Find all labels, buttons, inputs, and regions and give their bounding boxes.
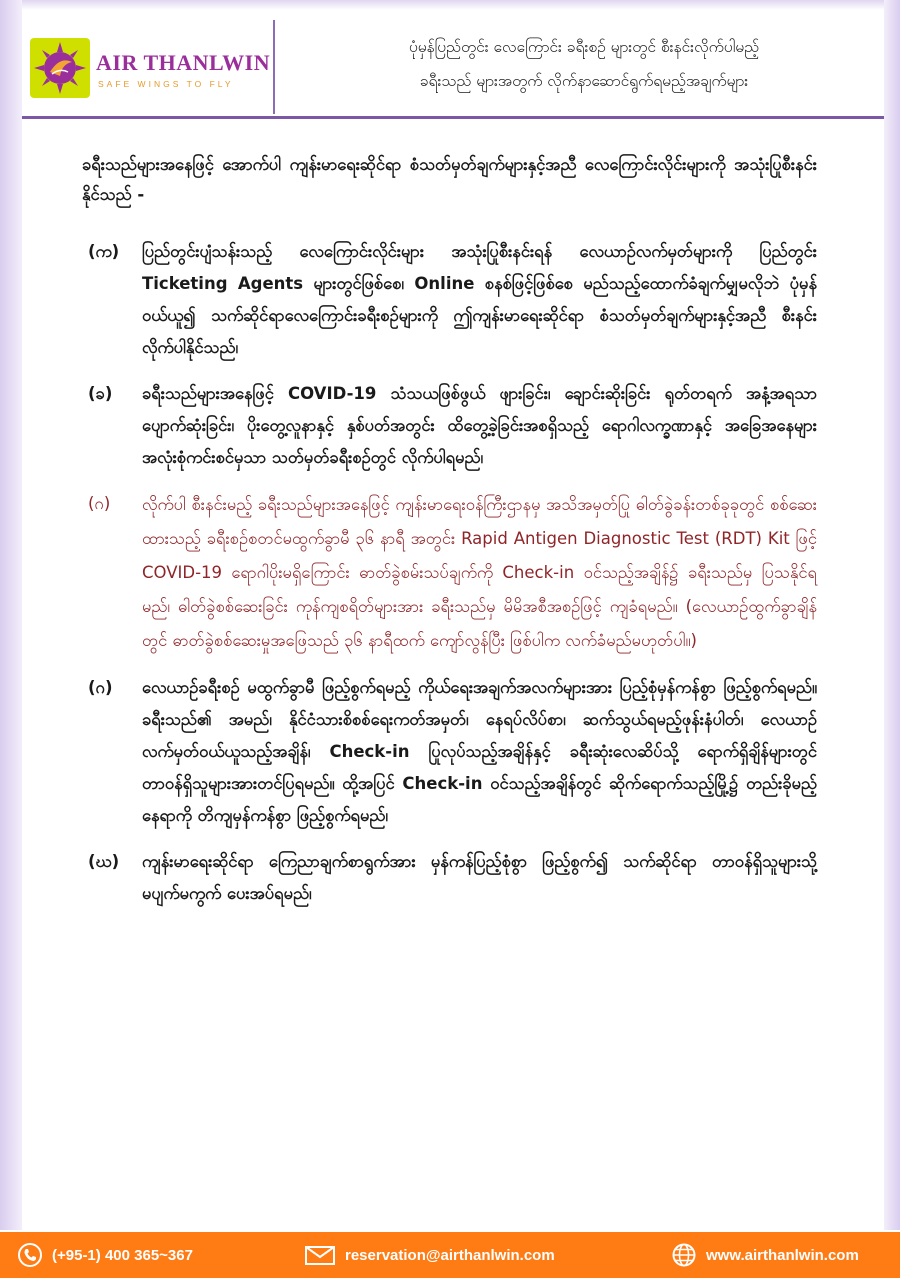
- footer-email[interactable]: [305, 1243, 555, 1267]
- list-item-marker: (ခ): [88, 384, 113, 403]
- title-line-1: ပုံမှန်ပြည်တွင်း လေကြောင်း ခရီးစဉ် များတွင် စီးနင်းလိုက်ပါမည့်: [408, 38, 760, 56]
- logo-tagline: SAFE WINGS TO FLY: [98, 79, 234, 89]
- list-item: [82, 236, 817, 364]
- list-item-marker: (ဂ): [88, 494, 111, 513]
- list-item-marker: (ဃ): [88, 852, 120, 871]
- list-item: [82, 378, 817, 474]
- list-item-text: ကျန်းမာရေးဆိုင်ရာ ကြေညာချက်စာရွက်အား မှန်ကန်ပြည့်စုံစွာ ဖြည့်စွက်၍ သက်ဆိုင်ရာ တာဝန်ရှိသူများသို့ မပျက်မကွက် ပေးအပ်ရမည်၊: [142, 852, 817, 903]
- footer-website[interactable]: [672, 1243, 859, 1267]
- footer-phone[interactable]: [18, 1243, 193, 1267]
- list-item-marker: (က): [88, 242, 120, 261]
- page-frame-left: [0, 0, 22, 1230]
- phone-icon: [18, 1243, 42, 1267]
- contact-footer: [0, 1232, 900, 1278]
- list-item: [82, 672, 817, 832]
- list-item-text: လေယာဉ်ခရီးစဉ် မထွက်ခွာမီ ဖြည့်စွက်ရမည့် ကိုယ်ရေးအချက်အလက်များအား ပြည့်စုံမှန်ကန်စွာ ဖြည့်စွက်ရမည်။ ခရီးသည်၏ အမည်၊ နိုင်ငံသားစိစစ်ရေးကတ်အမှတ်၊ နေရပ်လိပ်စာ၊ ဆက်သွယ်ရမည့်ဖုန်းနံပါတ်၊ လေယာဉ်လက်မှတ်ဝယ်ယူသည့်အချိန်၊ Check-in ပြုလုပ်သည့်အချိန်နှင့် ခရီးဆုံးလေဆိပ်သို့ ရောက်ရှိချိန်များတွင် တာဝန်ရှိသူများအားတင်ပြရမည်။ ထို့အပြင် Check-in ဝင်သည့်အချိန်တွင် ဆိုက်ရောက်သည့်မြို့၌ တည်းခိုမည့်နေရာကို တိကျမှန်ကန်စွာ ဖြည့်စွက်ရမည်၊: [142, 678, 817, 825]
- document-header: [22, 14, 884, 116]
- list-item-highlighted: [82, 488, 817, 658]
- list-item: [82, 846, 817, 910]
- logo-name: AIR THANLWIN: [96, 50, 271, 75]
- page-frame-top: [0, 0, 900, 10]
- mail-icon: [305, 1243, 335, 1267]
- intro-paragraph: ခရီးသည်များအနေဖြင့် အောက်ပါ ကျန်းမာရေးဆိုင်ရာ စံသတ်မှတ်ချက်များနှင့်အညီ လေကြောင်းလိုင်းများကို အသုံးပြုစီးနင်းနိုင်သည် -: [82, 155, 817, 204]
- list-item-text: ပြည်တွင်းပျံသန်းသည့် လေကြောင်းလိုင်းများ အသုံးပြုစီးနင်းရန် လေယာဉ်လက်မှတ်များကို ပြည်တွင်း Ticketing Agents များတွင်ဖြစ်စေ၊ Online စနစ်ဖြင့်ဖြစ်စေ မည်သည့်ထောက်ခံချက်မျှမလိုဘဲ ပုံမှန်ဝယ်ယူ၍ သက်ဆိုင်ရာလေကြောင်းခရီးစဉ်များကို ဤကျန်းမာရေးဆိုင်ရာ စံသတ်မှတ်ချက်များနှင့်အညီ စီးနင်းလိုက်ပါနိုင်သည်၊: [142, 242, 817, 357]
- header-divider: [273, 20, 275, 114]
- air-thanlwin-logo-icon: [30, 38, 90, 98]
- document-title: [284, 30, 884, 98]
- title-line-2: ခရီးသည် များအတွက် လိုက်နာဆောင်ရွက်ရမည့်အချက်များ: [419, 72, 749, 90]
- globe-icon: [672, 1243, 696, 1267]
- header-rule: [22, 116, 884, 119]
- document-body: [82, 150, 817, 924]
- list-item-text: လိုက်ပါ စီးနင်းမည့် ခရီးသည်များအနေဖြင့် ကျန်းမာရေးဝန်ကြီးဌာနမှ အသိအမှတ်ပြု ဓါတ်ခွဲခန်းတစ်ခုခုတွင် စစ်ဆေးထားသည့် ခရီးစဉ်စတင်မထွက်ခွာမီ ၃၆ နာရီ အတွင်း Rapid Antigen Diagnostic Test (RDT) Kit ဖြင့် COVID-19 ရောဂါပိုးမရှိကြောင်း ဓာတ်ခွဲစမ်းသပ်ချက်ကို Check-in ဝင်သည့်အချိန်၌ ခရီးသည်မှ ပြသနိုင်ရမည်၊ ဓါတ်ခွဲစစ်ဆေးခြင်း ကုန်ကျစရိတ်များအား ခရီးသည်မှ မိမိအစီအစဉ်ဖြင့် ကျခံရမည်။ (လေယာဉ်ထွက်ခွာချိန်တွင် ဓာတ်ခွဲစစ်ဆေးမှုအဖြေသည် ၃၆ နာရီထက် ကျော်လွန်ပြီး ဖြစ်ပါက လက်ခံမည်မဟုတ်ပါ။): [142, 495, 817, 650]
- brand-logo: [30, 38, 270, 100]
- list-item-marker: (ဂ): [88, 678, 113, 697]
- list-item-text: ခရီးသည်များအနေဖြင့် COVID-19 သံသယဖြစ်ဖွယ် ဖျားခြင်း၊ ချောင်းဆိုးခြင်း ရုတ်တရက် အနံ့အရသာ ပျောက်ဆုံးခြင်း၊ ပိုးတွေ့လူနာနှင့် နှစ်ပတ်အတွင်း ထိတွေ့ခဲ့ခြင်းအစရှိသည့် ရောဂါလက္ခဏာနှင့် အခြေအနေများ အလုံးစုံကင်းစင်မှသာ သတ်မှတ်ခရီးစဉ်တွင် လိုက်ပါရမည်၊: [142, 384, 817, 467]
- phone-number: (+95-1) 400 365~367: [52, 1246, 193, 1264]
- website-url: www.airthanlwin.com: [706, 1246, 859, 1264]
- page-frame-right: [884, 0, 900, 1230]
- email-address: reservation@airthanlwin.com: [345, 1246, 555, 1264]
